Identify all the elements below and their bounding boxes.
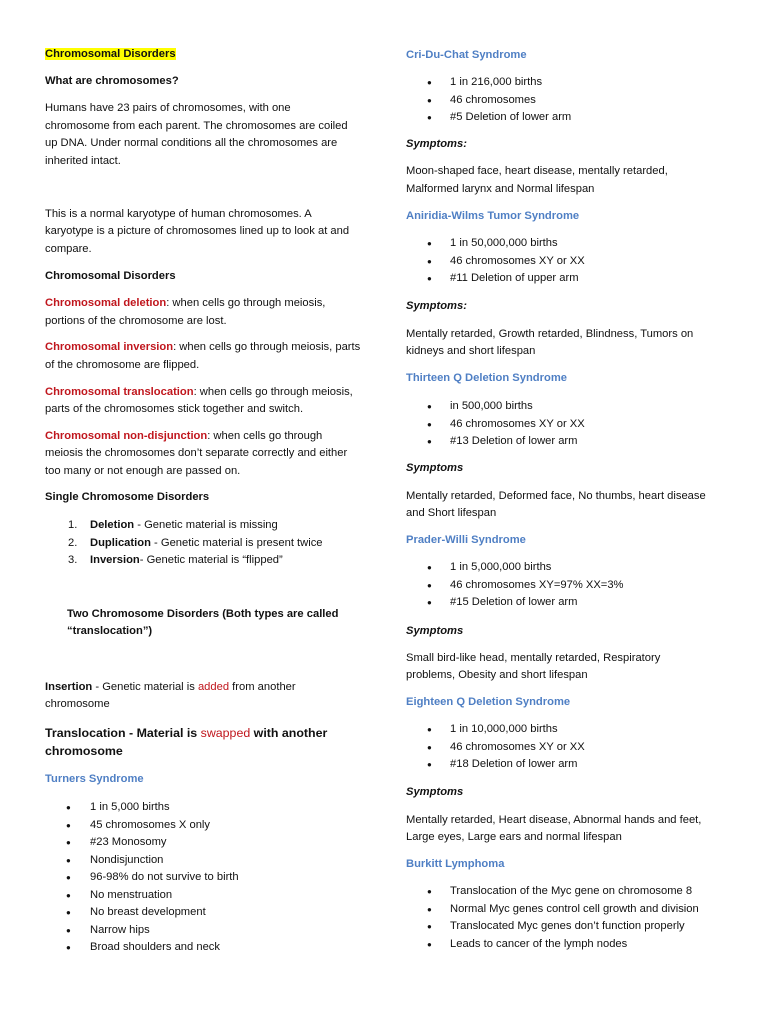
heading-single-chromosome-disorders: Single Chromosome Disorders [45, 491, 210, 503]
heading-prader-willi: Prader-Willi Syndrome [406, 534, 526, 546]
pw-symptoms-heading: Symptoms [406, 625, 464, 637]
aw-symptoms-text: Mentally retarded, Growth retarded, Blindness, Tumors on [406, 328, 694, 340]
heading-cri-du-chat: Cri-Du-Chat Syndrome [406, 49, 527, 61]
aw-symptoms-heading: Symptoms: [406, 300, 467, 312]
cri-symptoms-text: Malformed larynx and Normal lifespan [406, 183, 595, 195]
list-item: ● No breast development [45, 904, 239, 922]
list-item: ● 1 in 50,000,000 births [406, 235, 585, 253]
prader-willi-list [406, 559, 624, 612]
list-item: ● 46 chromosomes XY=97% XX=3% [406, 577, 624, 595]
cri-du-chat-list [406, 74, 571, 127]
list-item: ● Normal Myc genes control cell growth and division [406, 901, 699, 919]
list-item: ● 46 chromosomes XY or XX [406, 253, 585, 271]
aniridia-list [406, 235, 585, 288]
list-item: ● Translocation of the Myc gene on chromosome 8 [406, 883, 699, 901]
list-item: ● 1 in 5,000,000 births [406, 559, 624, 577]
aw-symptoms-text: kidneys and short lifespan [406, 345, 536, 357]
pw-symptoms-text: Small bird-like head, mentally retarded, Respiratory [406, 652, 661, 664]
tq-symptoms-text: Mentally retarded, Deformed face, No thumbs, heart disease [406, 490, 706, 502]
heading-aniridia-wilms: Aniridia-Wilms Tumor Syndrome [406, 210, 580, 222]
burkitt-list [406, 883, 699, 953]
heading-thirteen-q: Thirteen Q Deletion Syndrome [406, 372, 568, 384]
list-item: ● Nondisjunction [45, 852, 239, 870]
pw-symptoms-text: problems, Obesity and short lifespan [406, 669, 588, 681]
list-item: ● in 500,000 births [406, 398, 585, 416]
tq-symptoms-text: and Short lifespan [406, 507, 497, 519]
list-item: ● #5 Deletion of lower arm [406, 109, 571, 127]
list-item: ● 46 chromosomes [406, 92, 571, 110]
list-item: ● 46 chromosomes XY or XX [406, 416, 585, 434]
list-item: ● 46 chromosomes XY or XX [406, 739, 585, 757]
list-item: 2. Duplication - Genetic material is present twice [68, 536, 323, 549]
list-item: ● 96-98% do not survive to birth [45, 869, 239, 887]
eq-symptoms-heading: Symptoms [406, 786, 464, 798]
heading-burkitt-lymphoma: Burkitt Lymphoma [406, 858, 505, 870]
list-item: ● Leads to cancer of the lymph nodes [406, 936, 699, 954]
list-item: ● 1 in 5,000 births [45, 799, 239, 817]
doc-title: Chromosomal Disorders [45, 48, 176, 60]
list-item: 3. Inversion- Genetic material is “flipped” [68, 554, 283, 566]
list-item: ● #11 Deletion of upper arm [406, 270, 585, 288]
list-item: 1. Deletion - Genetic material is missing [68, 519, 278, 531]
list-item: ● #23 Monosomy [45, 834, 239, 852]
heading-what-are-chromosomes: What are chromosomes? [45, 75, 179, 87]
list-item: ● Translocated Myc genes don’t function properly [406, 918, 699, 936]
list-item: ● 1 in 10,000,000 births [406, 721, 585, 739]
heading-chromosomal-disorders: Chromosomal Disorders [45, 270, 176, 282]
cri-symptoms-heading: Symptoms: [406, 138, 467, 150]
heading-eighteen-q: Eighteen Q Deletion Syndrome [406, 696, 571, 708]
thirteen-q-list [406, 398, 585, 451]
eq-symptoms-text: Mentally retarded, Heart disease, Abnormal hands and feet, [406, 814, 702, 826]
list-item: ● 45 chromosomes X only [45, 817, 239, 835]
eighteen-q-list [406, 721, 585, 774]
cri-symptoms-text: Moon-shaped face, heart disease, mentally retarded, [406, 165, 668, 177]
list-item: ● No menstruation [45, 887, 239, 905]
list-item: ● Narrow hips [45, 922, 239, 940]
list-item: ● 1 in 216,000 births [406, 74, 571, 92]
list-item: ● #15 Deletion of lower arm [406, 594, 624, 612]
eq-symptoms-text: Large eyes, Large ears and normal lifespan [406, 831, 622, 843]
list-item: ● #13 Deletion of lower arm [406, 433, 585, 451]
list-item: ● Broad shoulders and neck [45, 939, 239, 957]
single-disorder-list [45, 517, 323, 570]
turners-list [45, 799, 239, 957]
heading-turners-syndrome: Turners Syndrome [45, 773, 144, 785]
list-item: ● #18 Deletion of lower arm [406, 756, 585, 774]
tq-symptoms-heading: Symptoms [406, 462, 464, 474]
